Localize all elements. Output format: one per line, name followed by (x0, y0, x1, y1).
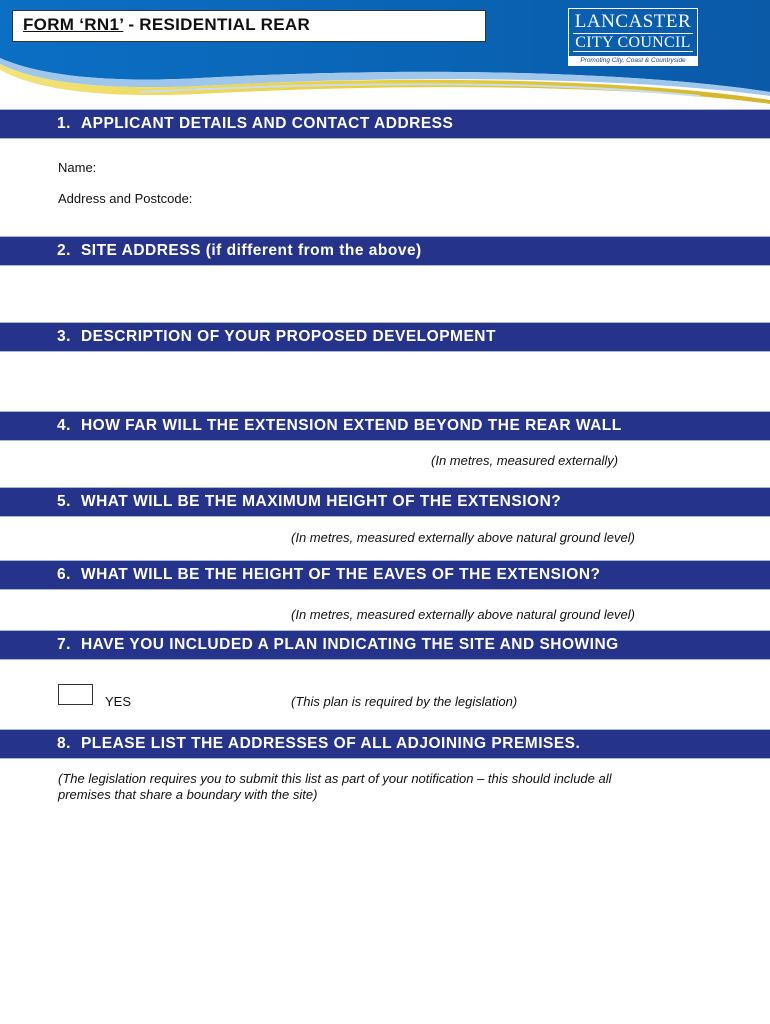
logo-line-1: LANCASTER (574, 11, 692, 32)
form-title-text: - RESIDENTIAL REAR (123, 15, 311, 34)
section-3-header (0, 322, 770, 352)
section-4-header (0, 411, 770, 441)
page-header (0, 0, 770, 112)
section-title: APPLICANT DETAILS AND CONTACT ADDRESS (80, 115, 454, 132)
section-2-header (0, 236, 770, 266)
logo-line-2: CITY COUNCIL (573, 33, 693, 52)
section-title: SITE ADDRESS (if different from the above) (80, 242, 422, 259)
yes-label: YES (105, 694, 132, 709)
section-number: 4. (57, 417, 71, 434)
section-title: HAVE YOU INCLUDED A PLAN INDICATING THE SITE AND SHOWING (80, 636, 619, 653)
section-title: PLEASE LIST THE ADDRESSES OF ALL ADJOINING PREMISES. (80, 735, 581, 752)
form-code: FORM ‘RN1’ (23, 15, 124, 34)
section-number: 6. (57, 566, 71, 583)
plan-included-checkbox[interactable] (58, 684, 93, 705)
section-number: 7. (57, 636, 71, 653)
section-7-note: (This plan is required by the legislation) (291, 694, 518, 709)
form-title (12, 10, 486, 42)
section-number: 2. (57, 242, 71, 259)
section-1-header (0, 109, 770, 139)
section-title: DESCRIPTION OF YOUR PROPOSED DEVELOPMENT (80, 328, 496, 345)
section-7-header (0, 630, 770, 660)
section-6-header (0, 560, 770, 590)
name-label: Name: (58, 160, 97, 175)
section-number: 1. (57, 115, 71, 132)
section-title: HOW FAR WILL THE EXTENSION EXTEND BEYOND THE REAR WALL (80, 417, 622, 434)
section-number: 5. (57, 493, 71, 510)
council-logo (568, 8, 698, 66)
section-4-note: (In metres, measured externally) (431, 453, 619, 468)
section-title: WHAT WILL BE THE HEIGHT OF THE EAVES OF THE EXTENSION? (80, 566, 601, 583)
section-8-note-line-1: (The legislation requires you to submit this list as part of your notification – this should include all (58, 771, 612, 786)
section-number: 3. (57, 328, 71, 345)
section-5-header (0, 487, 770, 517)
address-postcode-label: Address and Postcode: (58, 191, 193, 206)
section-5-note: (In metres, measured externally above natural ground level) (291, 530, 635, 545)
section-title: WHAT WILL BE THE MAXIMUM HEIGHT OF THE EXTENSION? (80, 493, 562, 510)
section-8-note-line-2: premises that share a boundary with the site) (58, 787, 318, 802)
section-6-note: (In metres, measured externally above natural ground level) (291, 607, 635, 622)
section-number: 8. (57, 735, 71, 752)
logo-tagline: Promoting City, Coast & Countryside (569, 56, 697, 66)
section-8-header (0, 729, 770, 759)
